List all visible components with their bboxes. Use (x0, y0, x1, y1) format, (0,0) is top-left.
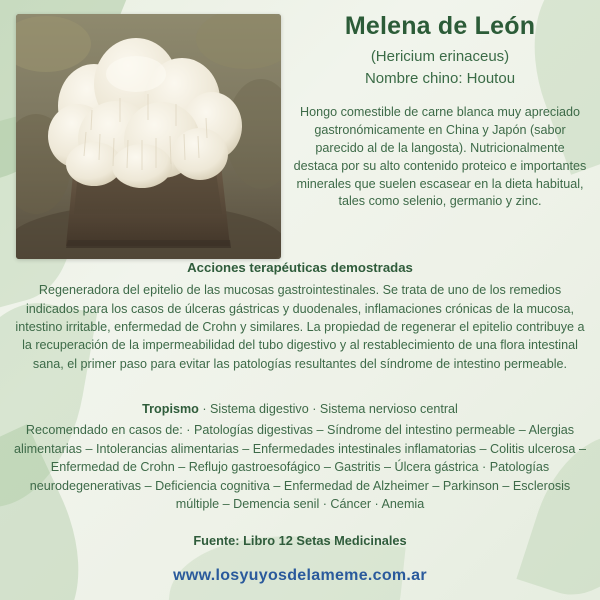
intro-text: Hongo comestible de carne blanca muy apreciado gastronómicamente en China y Japón (sabor parecido al de la langosta). Nutricionalmente destaca por su alto contenido proteico e importantes minerales que suelen escasear en la dieta habitual, tales como selenio, germanio y zinc. (293, 105, 587, 209)
tropism-value: · Sistema digestivo · Sistema nervioso central (202, 402, 458, 416)
tropism-line (14, 400, 586, 418)
source-text: Fuente: Libro 12 Setas Medicinales (193, 533, 407, 548)
scientific-name: (Hericium erinaceus) (370, 47, 510, 65)
therapeutic-section (14, 258, 586, 373)
chinese-name: Nombre chino: Houtou (364, 70, 516, 87)
tropism-label: Tropismo (142, 402, 199, 416)
mushroom-photo (16, 14, 281, 259)
therapeutic-heading: Acciones terapéuticas demostradas (187, 260, 413, 275)
recommended-text: Recomendado en casos de: · Patologías digestivas – Síndrome del intestino permeable – Alergias alimentarias – Intolerancias alimentarias – Enfermedades intestinales inflamatorias – Colitis ulcerosa – Enfermedad de Crohn – Reflujo gastroesofágico – Gastritis – Úlcera gástrica · Patologías neurodegenerativas – Deficiencia cognitiva – Enfermedad de Alzheimer – Parkinson – Esclerosis múltiple – Demencia senil · Cáncer · Anemia (14, 423, 586, 511)
page-title: Melena de León (344, 12, 536, 40)
card-header (292, 12, 588, 89)
website-link[interactable]: www.losyuyosdelameme.com.ar (173, 567, 427, 584)
therapeutic-text: Regeneradora del epitelio de las mucosas gastrointestinales. Se trata de uno de los remedios indicados para los casos de úlceras gástricas y duodenales, inflamaciones crónicas de la mucosa, intestino irritable, enfermedad de Crohn y similares. La propiedad de regenerar el epitelio contribuye a la recuperación de la impermeabilidad del tubo digestivo y al restablecimiento de una flora intestinal sana, el primer paso para evitar las patologías resultantes del síndrome de intestino permeable. (15, 283, 585, 371)
tropism-section (14, 400, 586, 513)
